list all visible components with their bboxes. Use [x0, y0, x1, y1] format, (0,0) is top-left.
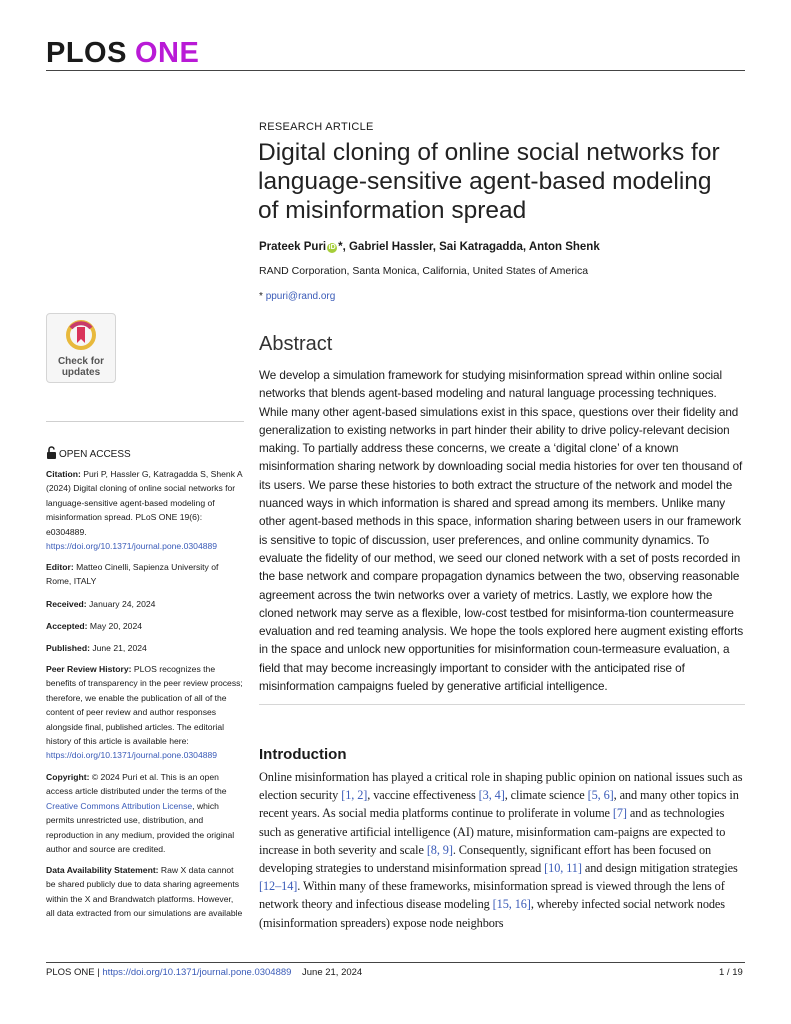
citation-block [46, 467, 244, 553]
footer-divider [46, 962, 745, 963]
intro-text-5: and as technologies such as generative artificial intelligence (AI) mature, misinformation cam-paigns are expected to increase in both severity and scale [259, 806, 726, 857]
reference-link[interactable]: [7] [612, 806, 627, 821]
open-access-label: OPEN ACCESS [59, 449, 131, 460]
footer-date: June 21, 2024 [302, 967, 363, 978]
received-block [46, 597, 244, 611]
introduction-paragraph [259, 768, 745, 932]
editor-label: Editor: [46, 562, 74, 572]
accepted-block [46, 619, 244, 633]
editor-block [46, 560, 244, 589]
abstract-heading: Abstract [259, 333, 333, 355]
peer-review-text: PLOS recognizes the benefits of transparency in the peer review process; therefore, we enable the publication of all of the content of peer review and author responses alongside final, published articles. The editorial history of this article is available here: [46, 664, 243, 747]
logo-plos: PLOS [46, 37, 127, 69]
article-type: RESEARCH ARTICLE [259, 121, 374, 133]
page-number: 1 / 19 [719, 967, 743, 978]
license-link[interactable]: Creative Commons Attribution License [46, 800, 193, 811]
corresponding-author [259, 291, 335, 302]
citation-doi-link[interactable]: https://doi.org/10.1371/journal.pone.0304889 [46, 541, 218, 552]
peer-review-block [46, 662, 244, 763]
introduction-heading: Introduction [259, 746, 347, 763]
footer-journal: PLOS ONE [46, 967, 95, 978]
footer-doi-link[interactable]: https://doi.org/10.1371/journal.pone.0304889 [102, 967, 292, 978]
reference-link[interactable]: [5, 6] [587, 788, 614, 803]
corresponding-email-link[interactable]: ppuri@rand.org [265, 291, 336, 302]
copyright-label: Copyright: [46, 772, 90, 782]
affiliation: RAND Corporation, Santa Monica, California, United States of America [259, 265, 589, 277]
open-access-badge [46, 446, 131, 460]
corresponding-star: * [259, 291, 263, 302]
check-updates-line2: updates [61, 367, 101, 378]
published-text: June 21, 2024 [89, 643, 147, 653]
check-updates-line1: Check for [57, 356, 105, 367]
received-text: January 24, 2024 [86, 599, 156, 609]
citation-label: Citation: [46, 469, 81, 479]
footer-info [46, 967, 362, 978]
reference-link[interactable]: [8, 9] [426, 842, 453, 857]
reference-link[interactable]: [12–14] [259, 879, 298, 894]
peer-review-link[interactable]: https://doi.org/10.1371/journal.pone.0304889 [46, 750, 218, 761]
journal-logo[interactable] [46, 38, 199, 68]
intro-text-6: . Consequently, significant effort has been focused on developing strategies to understand misinformation spread [259, 842, 712, 876]
data-availability-text: Raw X data cannot be shared publicly due to data sharing agreements within the X and Brandwatch platforms. However, all data extracted from our simulations are available [46, 865, 243, 919]
check-updates-icon [66, 320, 96, 354]
copyright-text-2: , which permits unrestricted use, distribution, and reproduction in any medium, provided the original author and source are credited. [46, 800, 235, 855]
author-first[interactable]: Prateek Puri [259, 241, 327, 253]
header-divider [46, 70, 745, 71]
data-availability-block [46, 863, 244, 921]
author-list [259, 241, 600, 253]
intro-text-9: , whereby infected social network nodes (misinformation spreaders) expose node neighbors [259, 897, 725, 930]
reference-link[interactable]: [1, 2] [341, 788, 368, 803]
copyright-text: © 2024 Puri et al. This is an open access article distributed under the terms of the [46, 772, 227, 797]
published-label: Published: [46, 643, 90, 653]
intro-text-1: Online misinformation has played a critical role in shaping public opinion on national issues such as election security [259, 770, 743, 803]
editor-text: Matteo Cinelli, Sapienza University of Rome, ITALY [46, 562, 219, 587]
reference-link[interactable]: [15, 16] [492, 897, 531, 912]
open-lock-icon [46, 446, 57, 459]
footer-separator: | [94, 967, 103, 978]
accepted-label: Accepted: [46, 621, 88, 631]
peer-review-label: Peer Review History: [46, 664, 132, 674]
sidebar-divider [46, 421, 244, 422]
abstract-text: We develop a simulation framework for studying misinformation spread within online social networks that blends agent-based modeling and natural language processing techniques. While many other agent-based simulations exist in this space, questions over their fidelity and generalization to existing networks in part hinder their ability to drive policy-relevant decision making. To partially address these concerns, we create a ‘digital clone’ of a known misinformation sharing network by downloading social media histories for over ten thousand of its users. We parse these histories to both extract the structure of the network and model the nuanced ways in which information is shared and spread among its members. Unlike many other agent-based methods in this space, information sharing between users in our framework is sensitive to topic of discussion, user preferences, and online community dynamics. To evaluate the fidelity of our method, we seed our cloned network with a set of posts recorded in the base network and compare propagation dynamics between the two, observing reasonable agreement across the twin networks over a variety of metrics. Lastly, we explore how the cloned network may serve as a flexible, low-cost testbed for misinforma-tion countermeasure evaluation and red teaming analysis. We hope the tools explored here augment existing efforts in the space and unlock new opportunities for misinformation coun-termeasure evaluation, a field that may become increasingly important to consider with the anticipated rise of misinformation campaigns fueled by generative artificial intelligence. [259, 369, 744, 694]
published-block [46, 641, 244, 655]
logo-one: ONE [134, 37, 200, 69]
intro-text-4: , and many other topics in recent years. As social media platforms continue to proliferate in volume [259, 788, 739, 821]
intro-text-7: and design mitigation strategies [581, 861, 738, 876]
data-availability-label: Data Availability Statement: [46, 865, 159, 875]
intro-text-2: , vaccine effectiveness [367, 788, 479, 803]
copyright-block [46, 770, 244, 856]
orcid-icon[interactable]: iD [328, 244, 336, 251]
check-for-updates-badge[interactable] [46, 313, 116, 383]
received-label: Received: [46, 599, 87, 609]
reference-link[interactable]: [10, 11] [544, 861, 582, 876]
author-rest[interactable]: *, Gabriel Hassler, Sai Katragadda, Anton Shenk [338, 241, 600, 253]
article-title: Digital cloning of online social networks for language-sensitive agent-based modeling of misinformation spread [258, 139, 720, 224]
accepted-text: May 20, 2024 [87, 621, 143, 631]
citation-text: Puri P, Hassler G, Katragadda S, Shenk A (2024) Digital cloning of online social networks for language-sensitive agent-based modeling of misinformation spread. PLoS ONE 19(6): e0304889. [46, 469, 243, 537]
abstract-divider [259, 704, 745, 705]
intro-text-8: . Within many of these frameworks, misinformation spread is viewed through the lens of network theory and infectious disease modeling [259, 879, 725, 912]
intro-text-3: , climate science [504, 788, 588, 803]
reference-link[interactable]: [3, 4] [478, 788, 505, 803]
